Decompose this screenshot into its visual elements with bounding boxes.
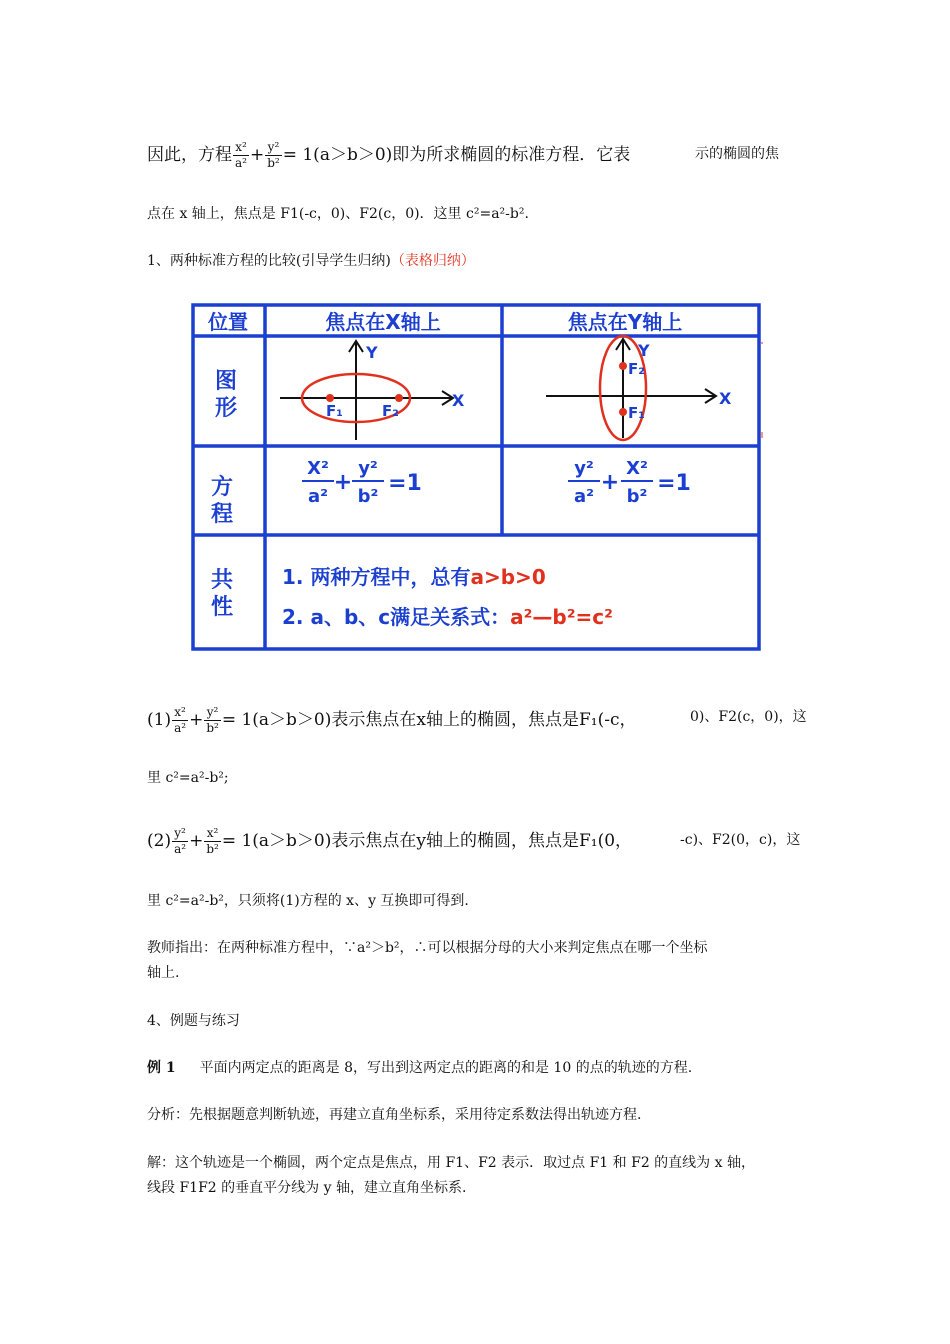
axis-x-label: X [719, 389, 732, 408]
axis-y-label: Y [366, 343, 378, 362]
item2-rest: = 1(a＞b＞0)表示焦点在y轴上的椭圆，焦点是F₁(0， [221, 831, 633, 851]
row-label-equation-2: 程 [210, 502, 234, 527]
example-text: 平面内两定点的距离是 8，写出到这两定点的距离的和是 10 的点的轨迹的方程. [199, 1060, 693, 1076]
frac-den: b² [267, 156, 280, 170]
comparison-table [190, 302, 765, 654]
para1-lead: 因此，方程 [147, 145, 232, 165]
fraction [172, 826, 188, 857]
fraction [265, 140, 282, 171]
row-label-equation-1: 方 [210, 475, 234, 500]
focus2-label: F₂ [628, 360, 645, 378]
frac-num: x² [233, 140, 249, 156]
analysis: 分析：先根据题意判断轨迹，再建立直角坐标系，采用待定系数法得出轨迹方程. [147, 1107, 642, 1123]
fraction [204, 705, 221, 736]
heading-comparison [147, 250, 475, 270]
frac-den: a² [174, 842, 187, 856]
eq-den: b² [626, 486, 648, 507]
header-x-axis: 焦点在X轴上 [325, 310, 441, 334]
item2-prefix: (2) [147, 831, 172, 851]
item1-tail: 0)、F2(c，0)，这 [690, 709, 807, 725]
item2-line2: 里 c²=a²-b²，只须将(1)方程的 x、y 互换即可得到. [147, 893, 469, 909]
eq-rhs: =1 [388, 471, 422, 496]
item2-tail: -c)、F2(0，c)，这 [680, 832, 801, 848]
focus1-label: F₁ [326, 402, 343, 420]
eq-den: b² [357, 486, 379, 507]
para1-rest: = 1(a＞b＞0)即为所求椭圆的标准方程．它表 [282, 145, 631, 165]
equation-y [568, 458, 691, 507]
eq-rhs: =1 [657, 471, 691, 496]
frac-num: x² [204, 826, 221, 842]
fraction [204, 826, 221, 857]
common-line-2 [282, 605, 613, 629]
para1-tail: 示的椭圆的焦 [695, 146, 779, 162]
teacher-line1: 教师指出：在两种标准方程中，∵a²＞b²，∴可以根据分母的大小来判定焦点在哪一个坐标 [147, 940, 708, 956]
heading-examples: 4、例题与练习 [147, 1013, 240, 1029]
para1-line2: 点在 x 轴上，焦点是 F1(-c，0)、F2(c，0)．这里 c²=a²-b². [147, 206, 529, 222]
svg-text:+: + [600, 470, 620, 495]
heading-red-text: （表格归纳） [390, 253, 475, 269]
header-y-axis: 焦点在Y轴上 [567, 310, 683, 334]
plus-sign: + [249, 145, 265, 165]
row-label-figure-2: 形 [214, 396, 238, 421]
common-line-1 [282, 565, 546, 589]
eq-num: y² [358, 458, 378, 479]
frac-num: x² [172, 705, 188, 721]
equation-x [302, 458, 422, 507]
eq-num: X² [626, 458, 648, 479]
svg-text:+: + [333, 470, 353, 495]
frac-num: y² [172, 826, 188, 842]
item1-rest: = 1(a＞b＞0)表示焦点在x轴上的椭圆，焦点是F₁(-c， [221, 710, 637, 730]
eq-num: y² [574, 458, 594, 479]
row-label-figure-1: 图 [214, 369, 238, 394]
axis-y-label: Y [638, 341, 650, 360]
solution-line1: 解：这个轨迹是一个椭圆，两个定点是焦点，用 F1、F2 表示．取过点 F1 和 F2 的直线为 x 轴， [147, 1155, 755, 1171]
frac-den: a² [235, 156, 247, 170]
example-1 [147, 1057, 692, 1077]
focus2-label: F₂ [382, 402, 399, 420]
frac-den: a² [174, 721, 187, 735]
frac-den: b² [206, 842, 219, 856]
row-label-common-2: 性 [210, 595, 234, 620]
x-focus-figure [280, 341, 465, 440]
eq-num: X² [307, 458, 329, 479]
item1-line1: (1) $\frac{\text{x²}}{\text{a²}}$ + $\frac{\text{y²}}{\text{b²}}$ = 1(a＞b＞0)表示焦点在x轴上的椭圆，焦点是F₁(-c， [147, 705, 637, 735]
axis-x-label: X [452, 391, 465, 410]
eq-den: a² [573, 486, 595, 507]
common2-red: a²—b²=c² [510, 605, 613, 629]
item2-line1: (2) $\frac{\text{y²}}{\text{a²}}$ + $\frac{\text{x²}}{\text{b²}}$ = 1(a＞b＞0)表示焦点在y轴上的椭圆，焦点是F₁(0， [147, 826, 633, 856]
fraction [233, 140, 249, 171]
row-label-common-1: 共 [210, 568, 234, 593]
frac-num: y² [204, 705, 221, 721]
item1-prefix: (1) [147, 710, 172, 730]
heading-text: 1、两种标准方程的比较(引导学生归纳) [147, 253, 391, 269]
solution-line2: 线段 F1F2 的垂直平分线为 y 轴，建立直角坐标系. [147, 1180, 467, 1196]
item1-line2: 里 c²=a²-b²; [147, 770, 229, 786]
common2-text: 2. a、b、c满足关系式： [282, 605, 511, 629]
focus1-label: F₁ [628, 404, 645, 422]
teacher-line2: 轴上. [147, 965, 180, 981]
para1-line1 [147, 140, 630, 171]
fraction [172, 705, 188, 736]
header-position: 位置 [208, 310, 248, 334]
frac-den: b² [206, 721, 219, 735]
eq-den: a² [307, 486, 329, 507]
example-label: 例 1 [147, 1060, 176, 1076]
y-focus-figure [546, 336, 732, 440]
common1-red: a>b>0 [470, 565, 546, 589]
frac-num: y² [265, 140, 282, 156]
common1-text: 1. 两种方程中，总有 [282, 565, 471, 589]
